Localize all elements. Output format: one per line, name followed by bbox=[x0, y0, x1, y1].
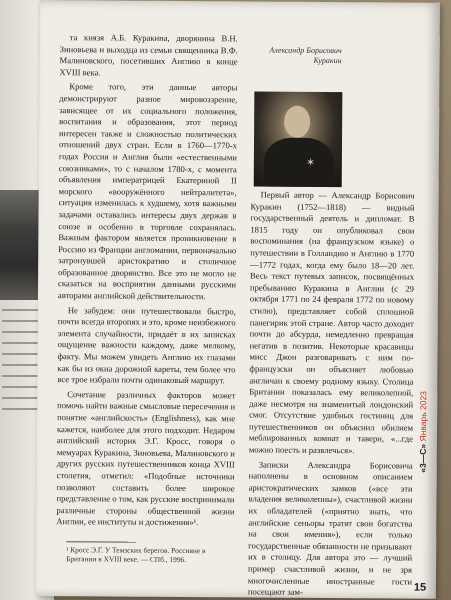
portrait-image bbox=[254, 91, 343, 187]
left-page-photo bbox=[0, 190, 42, 300]
side-issue-label bbox=[418, 391, 429, 473]
paragraph: Сочетание различных факторов может помочь найти важные смысловые пересечения и понятие «английскость» (Englishness), как мне кажется, наиболее для этого подходит. Недаром английский историк Э.Г. Кросс, говоря о мемуарах Куракина, Зиновьева, Малиновского и других русских путешественников конца XVIII столетия, отметил: «Подобные источники позволяют составить более широкое представление о том, как русские воспринимали различные стороны общественной жизни Англии, ее институты и достижения»¹. bbox=[56, 389, 236, 528]
portrait-face bbox=[284, 106, 310, 138]
text-column-left bbox=[56, 32, 237, 529]
magazine-page bbox=[36, 0, 440, 599]
portrait-coat bbox=[264, 138, 334, 188]
paragraph: Записки Александра Борисовича наполнены в основном описанием аристократических замков («все эти владения великолепны»), счастливой жизни их обладателей («приятно знать, что английские сеньоры тратят свои богатства на свои имения»), если только государственные обязанности не призывают их в столицу. Для автора это — лучший пример счастливой жизни, и не зря многочисленные иностранные гости посещают зам- bbox=[247, 459, 413, 598]
page-number: 15 bbox=[413, 581, 427, 594]
paragraph: Первый автор — Александр Борисович Куракин (1752—1818) — видный государственный деятель и дипломат. В 1815 году он опубликовал свои воспоминания (на французском языке) о путешествии в Голландию и Англию в 1770—1772 годах, когда ему было 18—20 лет. Весь текст путевых записок, посвящённых пребыванию Куракина в Англии (с 29 октября 1771 по 24 февраля 1772 по новому стилю), представляет собой сплошной панегирик этой стране. Автор часто доходит почти до абсурда, немедленно превращая негатив в позитив. Некоторые красавицы мисс Джон разговаривать с ним по-французски он объясняет любовью англичан к своему родному языку. Столица Британии показалась ему великолепной, даже несмотря на знаменитый лондонский смог. Отсутствие удобных гостиниц для путешественников он объяснил обилием меблированных комнат и таверн, «...где можно поесть и развлечься». bbox=[248, 189, 415, 456]
portrait-caption: Александр Борисович Куракин bbox=[269, 45, 342, 66]
text-column-right bbox=[248, 189, 415, 599]
paragraph: Не забудем: они путешествовали быстро, почти всегда второпях и это, кроме неизбежного элемента случайности, придаёт в их записках ощущение важности каждому, даже мелкому, факту. Мы можем увидеть Англию их глазами как бы из окна дорожной кареты, тем более что все трое избрали почти одинаковый маршрут. bbox=[57, 304, 236, 386]
order-star-icon: ✶ bbox=[305, 156, 316, 169]
paragraph: Кроме того, эти данные авторы демонстрируют разное мировоззрение, зависящее от их социального положения, воспитания и образования, этот период интересен также и сложностью политических отношений двух стран. Если в 1760—1770-х годах Россия и Англия были «естественными союзниками», то с началом 1780-х, с момента объявления императрицей Екатериной II морского «вооружённого нейтралитета», ситуация изменилась к худшему, хотя важными задачами оставались интересы двух держав в союзе и особенно в торговле сохранялась. Важным фактором является проникновение в Россию из Франции англомании, первоначально затронувшей аристократию и столичное образованное дворянство. Все это не могло не сказаться на восприятии данными русскими авторами английской действительности. bbox=[57, 81, 238, 302]
footnote: ¹ Кросс Э.Г. У Темзских берегов. Россияне в Британии в XVIII веке. — СПб., 1996. bbox=[66, 545, 206, 565]
footnote-divider bbox=[66, 541, 136, 542]
left-page-text-lines bbox=[2, 300, 42, 419]
paragraph: та князя А.Б. Куракина, дворянина В.Н. Зиновьева и выходца из семьи священника В.Ф. Малиновского, посетивших Англию в конце XVIII века. bbox=[59, 32, 238, 78]
issue-date: Январь 2023 bbox=[417, 391, 429, 442]
magazine-name: «3—С» bbox=[417, 443, 428, 473]
